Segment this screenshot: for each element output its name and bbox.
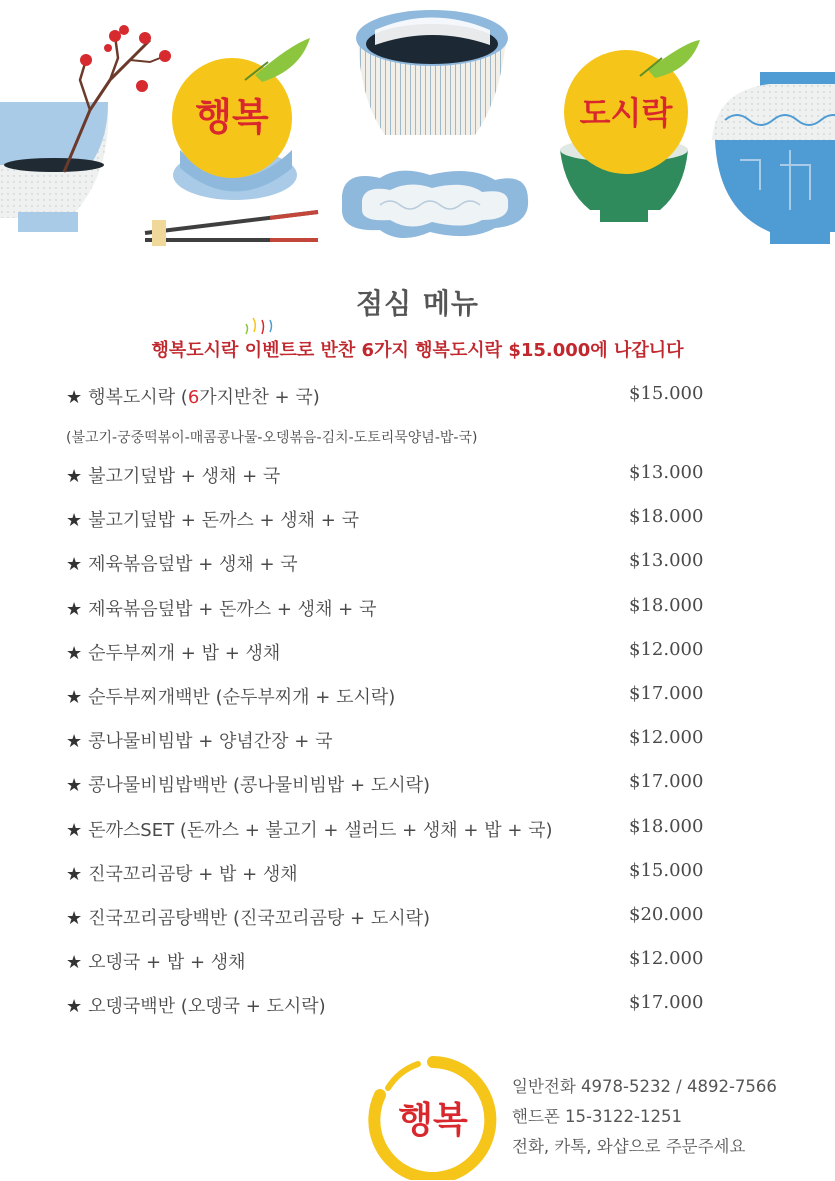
menu-item — [66, 683, 776, 713]
menu-item-name: ★ 제육볶음덮밥 + 돈까스 + 생채 + 국 — [66, 598, 377, 620]
star-icon: ★ — [66, 387, 83, 408]
menu-item-name: ★ 진국꼬리곰탕백반 (진국꼬리곰탕 + 도시락) — [66, 908, 431, 929]
star-icon: ★ — [66, 731, 83, 753]
mobile-line: 핸드폰 15-3122-1251 — [512, 1107, 682, 1126]
menu-item-name: ★ 돈까스SET (돈까스 + 불고기 + 샐러드 + 생채 + 밥 + 국) — [66, 819, 553, 841]
menu-item — [66, 595, 776, 625]
menu-item-name: ★ 순두부찌개 + 밥 + 생채 — [66, 642, 281, 664]
star-icon: ★ — [66, 466, 83, 487]
menu-item-name: ★ 콩나물비빔밥백반 (콩나물비빔밥 + 도시락) — [66, 775, 431, 797]
menu-item-name: ★ 오뎅국백반 (오뎅국 + 도시락) — [66, 996, 326, 1018]
star-icon: ★ — [66, 642, 83, 664]
menu-item-price: $18.000 — [629, 506, 704, 528]
star-icon: ★ — [66, 863, 83, 885]
menu-item — [66, 383, 776, 413]
menu-item-price: $15.000 — [629, 383, 704, 404]
menu-item — [66, 816, 776, 846]
menu-item-price: $18.000 — [629, 594, 704, 616]
bowl-branch-icon — [0, 25, 171, 232]
promo-banner: 행복도시락 이벤트로 반찬 6가지 행복도시락 $15.000에 나갑니다 — [151, 340, 684, 361]
side-dish-note: (불고기-궁중떡볶이-매콤콩나물-오뎅볶음-김치-도토리묵양념-밥-국) — [66, 430, 478, 446]
star-icon: ★ — [66, 598, 83, 620]
menu-item — [66, 506, 776, 536]
star-icon: ★ — [66, 775, 83, 797]
menu-item — [66, 948, 776, 978]
highlight-number: 6 — [187, 387, 200, 408]
menu-item — [66, 550, 776, 580]
star-icon: ★ — [66, 819, 83, 841]
menu-item-name: ★ 불고기덮밥 + 생채 + 국 — [66, 466, 281, 487]
center-plate-icon — [342, 171, 528, 238]
phone-line: 일반전화 4978-5232 / 4892-7566 — [512, 1077, 777, 1096]
menu-item-name: ★ 제육볶음덮밥 + 생채 + 국 — [66, 554, 298, 576]
star-icon: ★ — [66, 996, 83, 1018]
menu-item — [66, 992, 776, 1022]
badge-left-text: 행복 — [195, 94, 269, 139]
menu-item — [66, 462, 776, 492]
page-title: 점심 메뉴 — [356, 287, 479, 320]
star-icon: ★ — [66, 554, 83, 576]
menu-item — [66, 727, 776, 757]
footer-logo-text: 행복 — [398, 1099, 468, 1141]
menu-item — [66, 639, 776, 669]
contact-info — [512, 1072, 777, 1162]
chopsticks-icon — [145, 212, 318, 246]
order-line: 전화, 카톡, 와샵으로 주문주세요 — [512, 1137, 746, 1156]
menu-item-name: ★ 오뎅국 + 밥 + 생채 — [66, 952, 246, 974]
menu-item — [66, 904, 776, 934]
menu-item-price: $17.000 — [629, 683, 704, 704]
menu-item-name: ★ 콩나물비빔밥 + 양념간장 + 국 — [66, 731, 333, 753]
menu-item-price: $12.000 — [629, 638, 704, 660]
header-illustration — [0, 0, 835, 260]
menu-item-price: $20.000 — [629, 904, 704, 925]
menu-item-price: $12.000 — [629, 727, 704, 749]
menu-item — [66, 860, 776, 890]
menu-item-name: ★ 진국꼬리곰탕 + 밥 + 생채 — [66, 863, 298, 885]
star-icon: ★ — [66, 510, 83, 532]
top-bowl-icon — [356, 10, 508, 135]
menu-item-name: ★ 행복도시락 (6가지반찬 + 국) — [66, 387, 320, 408]
star-icon: ★ — [66, 908, 83, 929]
badge-right-text: 도시락 — [579, 94, 673, 132]
menu-item-name: ★ 불고기덮밥 + 돈까스 + 생채 + 국 — [66, 510, 359, 532]
menu-item-price: $13.000 — [629, 550, 704, 572]
footer-logo — [358, 1050, 508, 1180]
menu-item-price: $13.000 — [629, 462, 704, 483]
menu-item-price: $15.000 — [629, 859, 704, 881]
menu-item-price: $17.000 — [629, 992, 704, 1014]
menu-item-name: ★ 순두부찌개백반 (순두부찌개 + 도시락) — [66, 687, 396, 708]
menu-item-price: $18.000 — [629, 815, 704, 837]
star-icon: ★ — [66, 687, 83, 708]
menu-item-price: $12.000 — [629, 948, 704, 970]
menu-item — [66, 771, 776, 801]
menu-item-price: $17.000 — [629, 771, 704, 793]
covered-bowl-icon — [712, 72, 835, 244]
star-icon: ★ — [66, 952, 83, 974]
